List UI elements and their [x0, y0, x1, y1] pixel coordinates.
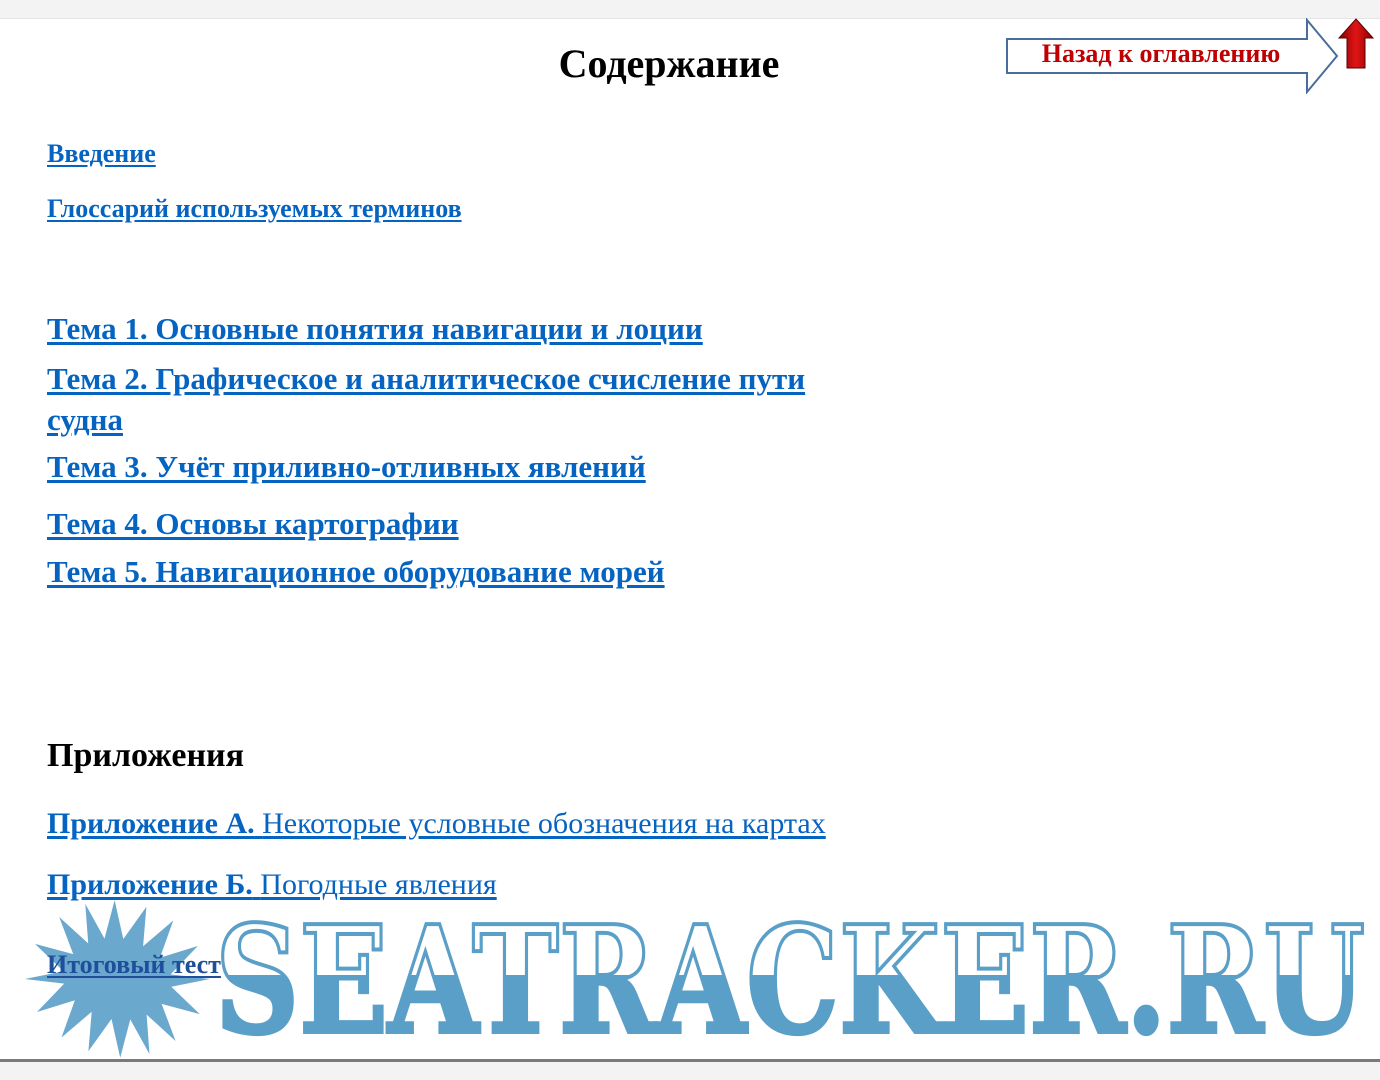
watermark-logo: [215, 892, 1375, 1047]
arrow-up-icon[interactable]: [1338, 18, 1374, 70]
link-topic-1[interactable]: Тема 1. Основные понятия навигации и лоции: [47, 311, 703, 346]
link-introduction[interactable]: Введение: [47, 139, 156, 168]
bottom-bar: [0, 1059, 1380, 1080]
appendices-heading: Приложения: [47, 737, 245, 774]
page-title: Содержание: [558, 41, 780, 86]
svg-text:SEATRACKER.RU: SEATRACKER.RU: [215, 893, 1365, 1047]
link-final-test[interactable]: Итоговый тест: [47, 950, 221, 979]
appendix-b-text: Погодные явления: [260, 868, 497, 901]
link-topic-4[interactable]: Тема 4. Основы картографии: [47, 506, 459, 541]
appendix-b-prefix: Приложение Б.: [47, 868, 253, 901]
link-appendix-a[interactable]: [47, 807, 826, 841]
link-topic-5[interactable]: Тема 5. Навигационное оборудование морей: [47, 554, 665, 589]
link-glossary[interactable]: Глоссарий используемых терминов: [47, 194, 462, 223]
link-topic-3[interactable]: Тема 3. Учёт приливно-отливных явлений: [47, 449, 646, 484]
appendix-a-prefix: Приложение А.: [47, 807, 255, 840]
top-bar: [0, 0, 1380, 19]
link-topic-2[interactable]: Тема 2. Графическое и аналитическое счисление пути судна: [47, 361, 806, 437]
back-to-contents-button[interactable]: [1005, 18, 1340, 94]
appendix-a-text: Некоторые условные обозначения на картах: [262, 807, 826, 840]
back-button-label: Назад к оглавлению: [1041, 39, 1281, 68]
